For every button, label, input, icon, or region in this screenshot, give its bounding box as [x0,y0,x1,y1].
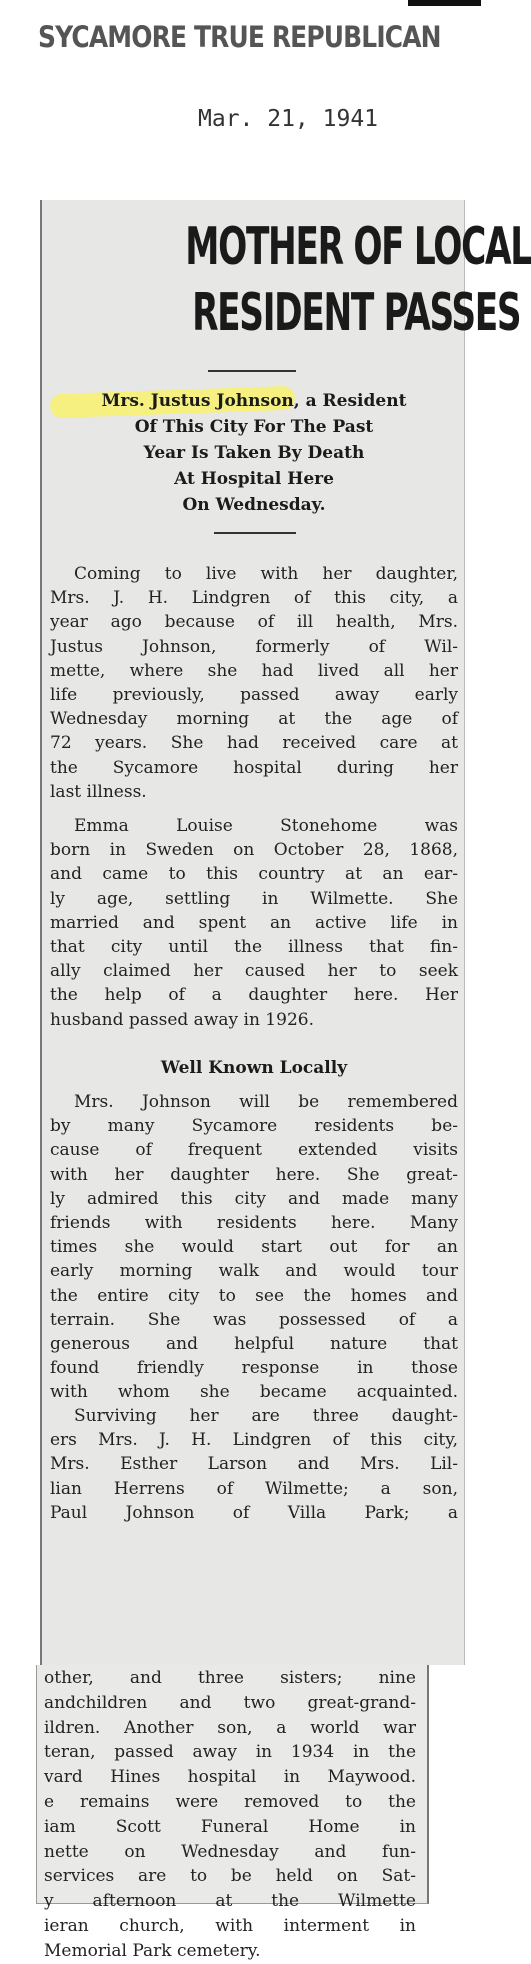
text-line: Coming to live with her daughter, [74,564,458,584]
text-line: other, and three sisters; nine [44,1668,416,1688]
deck-line: Of This City For The Past [134,417,374,437]
deck-line: At Hospital Here [174,469,334,489]
headline [52,214,531,346]
text-line: that city until the illness that fin- [50,937,458,958]
publication-date: Mar. 21, 1941 [198,106,379,132]
paragraph-3 [50,1090,458,1405]
paragraph-4 [50,1404,458,1525]
text-line: lian Herrens of Wilmette; a son, [50,1478,458,1499]
section-subhead: Well Known Locally [160,1058,348,1078]
text-line: life previously, passed away early [50,685,458,706]
newspaper-masthead: SYCAMORE TRUE REPUBLICAN [38,20,441,54]
paragraph-1 [50,562,458,804]
text-line: year ago because of ill health, Mrs. [50,612,458,633]
text-line: ildren. Another son, a world war [44,1717,416,1738]
text-line: services are to be held on Sat- [44,1866,416,1887]
text-line: y afternoon at the Wilmette [44,1891,416,1912]
text-line: Mrs. J. H. Lindgren of this city, a [50,588,458,609]
text-line: last illness. [50,781,147,802]
text-line: ieran church, with interment in [44,1915,416,1936]
text-line: born in Sweden on October 28, 1868, [50,840,458,861]
text-line: and came to this country at an ear- [50,864,458,885]
text-line: iam Scott Funeral Home in [44,1816,416,1837]
deck-line: On Wednesday. [182,495,326,515]
text-line: teran, passed away in 1934 in the [44,1742,416,1763]
text-line: Memorial Park cemetery. [44,1940,261,1961]
text-line: the Sycamore hospital during her [50,757,458,778]
text-line: found friendly response in those [50,1358,458,1379]
divider-rule [208,370,296,372]
text-line: ly age, settling in Wilmette. She [50,888,458,909]
text-line: Mrs. Esther Larson and Mrs. Lil- [50,1454,458,1475]
text-line: times she would start out for an [50,1237,458,1258]
text-line: the help of a daughter here. Her [50,985,458,1006]
text-line: cause of frequent extended visits [50,1140,458,1161]
paragraph-5 [44,1666,416,1964]
article-deck [50,388,458,518]
deck-line: Year Is Taken By Death [143,443,365,463]
text-line: friends with residents here. Many [50,1213,458,1234]
text-line: early morning walk and would tour [50,1261,458,1282]
text-line: Emma Louise Stonehome was [74,816,458,836]
text-line: Surviving her are three daught- [74,1406,458,1426]
text-line: Paul Johnson of Villa Park; a [50,1502,458,1523]
text-line: mette, where she had lived all her [50,660,458,681]
text-line: andchildren and two great-grand- [44,1692,416,1713]
text-line: Wednesday morning at the age of [50,709,458,730]
text-line: with her daughter here. She great- [50,1164,458,1185]
corner-mark [408,0,481,6]
text-line: husband passed away in 1926. [50,1009,314,1030]
text-line: Justus Johnson, formerly of Wil- [50,636,458,657]
text-line: e remains were removed to the [44,1791,416,1812]
headline-line: MOTHER OF LOCAL [185,217,531,277]
text-line: generous and helpful nature that [50,1334,458,1355]
text-line: the entire city to see the homes and [50,1285,458,1306]
paragraph-2 [50,814,458,1032]
text-line: terrain. She was possessed of a [50,1309,458,1330]
text-line: married and spent an active life in [50,912,458,933]
text-line: vard Hines hospital in Maywood. [44,1767,416,1788]
headline-line: RESIDENT PASSES [192,283,521,343]
text-line: Mrs. Johnson will be remembered [74,1092,458,1112]
text-line: 72 years. She had received care at [50,733,458,754]
text-line: ally claimed her caused her to seek [50,961,458,982]
text-line: ers Mrs. J. H. Lindgren of this city, [50,1430,458,1451]
text-line: ly admired this city and made many [50,1188,458,1209]
text-line: nette on Wednesday and fun- [44,1841,416,1862]
deck-line: Mrs. Justus Johnson, a Resident [101,391,407,411]
text-line: with whom she became acquainted. [50,1382,458,1403]
text-line: by many Sycamore residents be- [50,1116,458,1137]
divider-rule [214,532,296,534]
